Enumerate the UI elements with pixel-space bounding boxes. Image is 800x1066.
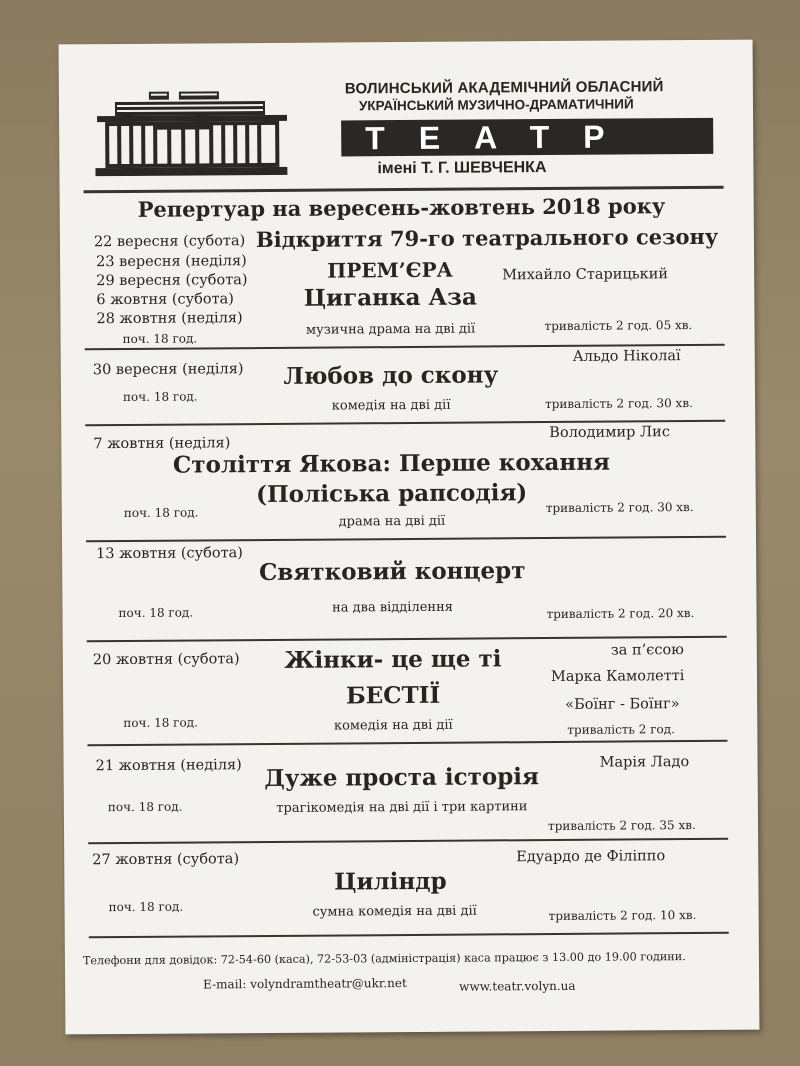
event-author: Михайло Старицький (502, 266, 669, 284)
repertoire-title: Репертуар на вересень-жовтень 2018 року (137, 193, 666, 222)
repertoire-flyer (59, 40, 760, 1035)
event-author: Альдо Ніколаї (572, 348, 681, 365)
teatr-title: ТЕАТР (365, 118, 639, 157)
event-date: 23 вересня (неділя) (96, 253, 247, 271)
event-start-time: поч. 18 год. (123, 715, 198, 730)
event-start-time: поч. 18 год. (108, 899, 184, 915)
event-author: Едуардо де Філіппо (516, 848, 666, 866)
event-date: 28 жовтня (неділя) (96, 310, 243, 328)
event-duration: тривалість 2 год. 10 хв. (548, 908, 697, 924)
event-genre: драма на дві дії (338, 513, 446, 530)
event-title-subtitle: БЕСТІЇ (345, 681, 441, 710)
event-start-time: поч. 18 год. (107, 799, 183, 815)
event-duration: тривалість 2 год. 20 хв. (546, 606, 695, 622)
event-duration: тривалість 2 год. 35 хв. (547, 818, 696, 834)
contact-phones: Телефони для довідок: 72-54-60 (каса), 72-53-03 (адміністрація) каса працює з 13.00 до 19.00 години. (82, 950, 686, 968)
header-divider (84, 186, 724, 193)
footer-divider (89, 932, 729, 938)
event-genre: трагікомедія на дві дії і три картини (276, 799, 528, 816)
event-duration: тривалість 2 год. 30 хв. (545, 396, 693, 412)
event-date: 27 жовтня (субота) (92, 851, 240, 869)
event-start-time: поч. 18 год. (122, 331, 198, 346)
event-author: Марка Камолетті (550, 668, 685, 686)
event-divider (87, 636, 727, 642)
event-author: Марія Ладо (599, 754, 690, 771)
event-title: Циганка Аза (303, 283, 477, 312)
event-duration: тривалість 2 год. 30 хв. (545, 500, 694, 516)
event-divider (88, 838, 728, 844)
event-genre: комедія на дві дії (331, 397, 451, 414)
event-divider (86, 536, 726, 542)
opening-title: Відкриття 79-го театрального сезону (255, 223, 719, 253)
event-genre: музична драма на дві дії (305, 321, 476, 338)
event-divider (87, 740, 727, 746)
event-date: 13 жовтня (субота) (96, 545, 243, 563)
theatre-building-logo (95, 89, 288, 180)
event-author: Володимир Лис (549, 424, 670, 442)
theatre-name-line1: ВОЛИНСЬКИЙ АКАДЕМІЧНИЙ ОБЛАСНИЙ (344, 78, 664, 98)
event-title: Любов до скону (283, 361, 499, 390)
event-genre: на два відділення (331, 599, 453, 616)
event-date: 21 жовтня (неділя) (95, 757, 242, 775)
event-genre: сумна комедія на дві дії (312, 903, 477, 920)
event-title: Святковий концерт (258, 557, 526, 587)
event-title-subtitle: (Поліська рапсодія) (256, 479, 528, 509)
event-duration: тривалість 2 год. (567, 722, 675, 737)
event-date: 30 вересня (неділя) (92, 361, 244, 379)
event-title: Дуже проста історія (264, 763, 540, 793)
event-start-time: поч. 18 год. (118, 605, 194, 621)
event-date: 29 вересня (субота) (96, 272, 248, 290)
event-title: Століття Якова: Перше кохання (172, 448, 611, 479)
event-title: Циліндр (334, 867, 447, 896)
event-date: 7 жовтня (неділя) (93, 435, 231, 453)
event-source-play: «Боїнг - Боїнг» (565, 696, 680, 713)
event-title: Жінки- це ще ті (284, 645, 502, 674)
event-date: 20 жовтня (субота) (92, 651, 240, 669)
theatre-dedication: імені Т. Г. ШЕВЧЕНКА (377, 159, 547, 178)
event-start-time: поч. 18 год. (122, 389, 198, 404)
website-link[interactable]: www.teatr.volyn.ua (459, 978, 576, 994)
theatre-name-line2: УКРАЇНСЬКИЙ МУЗИЧНО-ДРАМАТИЧНИЙ (358, 96, 634, 114)
event-duration: тривалість 2 год. 05 хв. (544, 318, 693, 334)
opening-date: 22 вересня (субота) (93, 233, 246, 251)
event-author-note: за п’єсою (610, 642, 684, 659)
event-start-time: поч. 18 год. (123, 505, 199, 520)
event-genre: комедія на дві дії (333, 717, 453, 734)
event-date: 6 жовтня (субота) (96, 291, 235, 309)
premiere-label: ПРЕМ’ЄРА (327, 257, 453, 283)
contact-email[interactable]: E-mail: volyndramtheatr@ukr.net (203, 976, 407, 992)
